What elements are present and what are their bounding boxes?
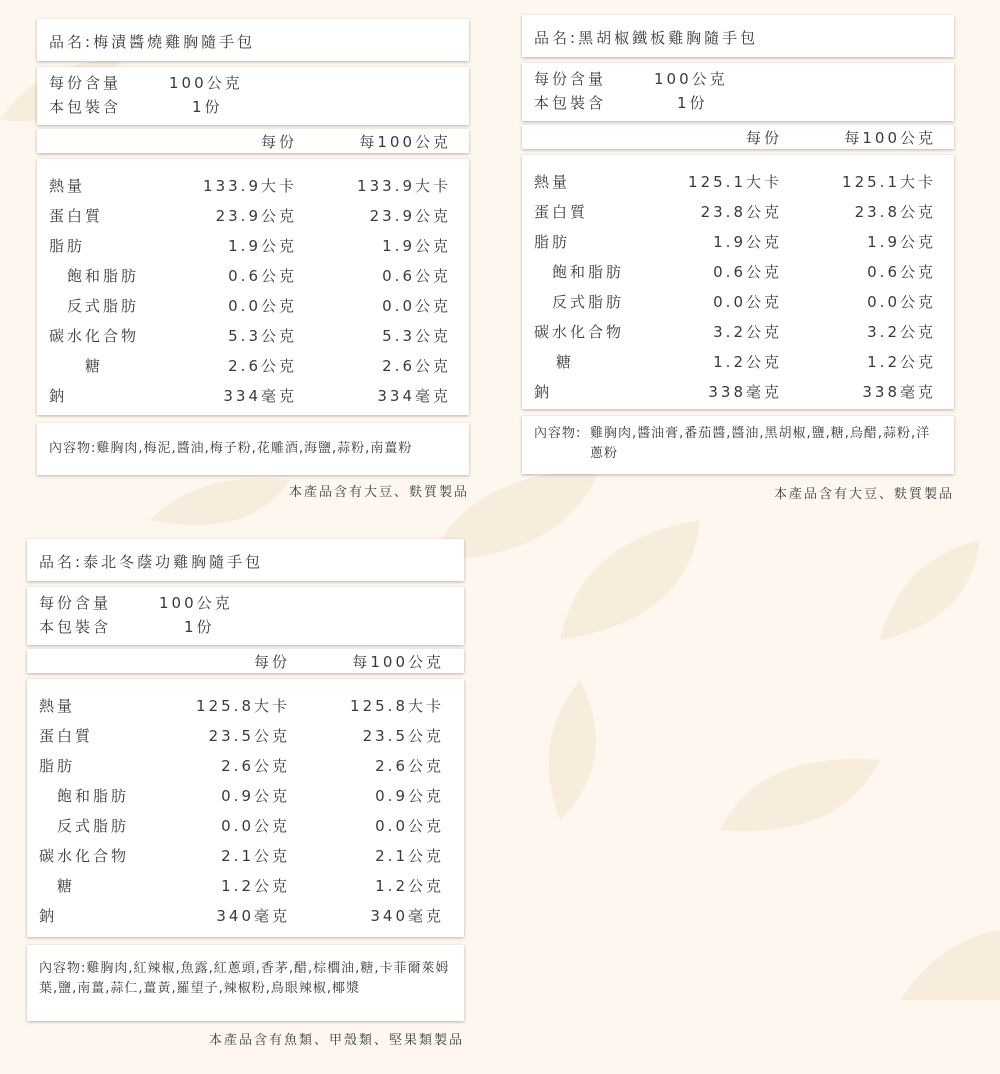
- per-serving-value: 2.6公克: [221, 757, 290, 775]
- per-serving-value: 1.2公克: [713, 353, 782, 371]
- serving-size-label: 每份含量: [534, 70, 607, 88]
- nutrient-label: 蛋白質: [534, 203, 589, 221]
- per-serving-value: 1.9公克: [713, 233, 782, 251]
- nutrient-label: 鈉: [49, 387, 68, 405]
- ingredients-prefix: 內容物:: [534, 426, 582, 441]
- ingredients-text: 雞胸肉,醬油膏,番茄醬,醬油,黑胡椒,鹽,糖,烏醋,蒜粉,洋蔥粉: [590, 426, 931, 461]
- ingredients-prefix: 內容物:: [49, 441, 97, 456]
- nutrient-label: 反式脂肪: [552, 293, 625, 311]
- nutrient-label: 熱量: [534, 173, 571, 191]
- per-serving-value: 23.9公克: [215, 207, 297, 225]
- per-serving-value: 1.2公克: [221, 877, 290, 895]
- servings-per-pack-value: 1份: [192, 98, 223, 116]
- per-100g-value: 0.0公克: [382, 297, 451, 315]
- col-per-100g-header: 每100公克: [352, 653, 444, 671]
- per-100g-value: 3.2公克: [867, 323, 936, 341]
- ingredients-text: 雞胸肉,梅泥,醬油,梅子粉,花雕酒,海鹽,蒜粉,南薑粉: [96, 441, 413, 456]
- per-serving-value: 2.6公克: [228, 357, 297, 375]
- serving-size-value: 100公克: [159, 594, 233, 612]
- product-title-box: [522, 15, 954, 57]
- per-100g-value: 340毫克: [370, 907, 444, 925]
- ingredients-box: [37, 423, 469, 475]
- ingredients-box: [522, 416, 954, 474]
- nutrient-label: 鈉: [39, 907, 58, 925]
- nutrition-panel: [522, 15, 954, 502]
- nutrient-label: 鈉: [534, 383, 553, 401]
- per-100g-value: 133.9大卡: [357, 177, 451, 195]
- per-100g-value: 0.6公克: [867, 263, 936, 281]
- per-100g-value: 338毫克: [862, 383, 936, 401]
- ingredients-prefix: 內容物:: [39, 961, 87, 976]
- nutrient-label: 飽和脂肪: [67, 267, 140, 285]
- servings-per-pack-value: 1份: [184, 618, 215, 636]
- serving-size-label: 每份含量: [49, 74, 122, 92]
- serving-info-box: [37, 67, 469, 125]
- per-100g-value: 0.0公克: [375, 817, 444, 835]
- servings-per-pack-label: 本包裝含: [534, 94, 607, 112]
- per-100g-value: 0.9公克: [375, 787, 444, 805]
- allergen-note: 本產品含有大豆、麩質製品: [288, 485, 469, 500]
- per-serving-value: 334毫克: [223, 387, 297, 405]
- product-title-prefix: 品名:: [534, 29, 579, 47]
- nutrient-label: 蛋白質: [39, 727, 94, 745]
- nutrient-label: 熱量: [39, 697, 76, 715]
- column-header-box: [37, 129, 469, 153]
- per-100g-value: 1.2公克: [867, 353, 936, 371]
- servings-per-pack-value: 1份: [677, 94, 708, 112]
- per-100g-value: 1.9公克: [867, 233, 936, 251]
- nutrient-label: 反式脂肪: [67, 297, 140, 315]
- nutrition-table: [37, 159, 469, 415]
- col-per-serving-header: 每份: [253, 653, 290, 671]
- col-per-serving-header: 每份: [745, 129, 782, 147]
- product-title-prefix: 品名:: [39, 553, 84, 571]
- per-serving-value: 5.3公克: [228, 327, 297, 345]
- per-100g-value: 2.6公克: [375, 757, 444, 775]
- product-title-box: [37, 19, 469, 61]
- ingredients-box: [27, 945, 464, 1021]
- per-100g-value: 334毫克: [377, 387, 451, 405]
- allergen-note: 本產品含有大豆、麩質製品: [773, 487, 954, 502]
- nutrient-label: 飽和脂肪: [57, 787, 130, 805]
- per-serving-value: 125.8大卡: [196, 697, 290, 715]
- per-serving-value: 338毫克: [708, 383, 782, 401]
- product-title-prefix: 品名:: [49, 33, 94, 51]
- per-serving-value: 23.5公克: [208, 727, 290, 745]
- per-100g-value: 2.1公克: [375, 847, 444, 865]
- per-serving-value: 133.9大卡: [203, 177, 297, 195]
- per-serving-value: 0.6公克: [713, 263, 782, 281]
- nutrient-label: 飽和脂肪: [552, 263, 625, 281]
- per-serving-value: 0.6公克: [228, 267, 297, 285]
- nutrition-panel: [37, 19, 469, 499]
- servings-per-pack-label: 本包裝含: [39, 618, 112, 636]
- nutrition-table: [522, 155, 954, 409]
- column-header-box: [522, 125, 954, 149]
- nutrient-label: 碳水化合物: [39, 847, 130, 865]
- per-serving-value: 0.0公克: [228, 297, 297, 315]
- nutrient-label: 糖: [57, 877, 76, 895]
- nutrient-label: 反式脂肪: [57, 817, 130, 835]
- per-100g-value: 23.5公克: [362, 727, 444, 745]
- nutrient-label: 碳水化合物: [49, 327, 140, 345]
- serving-info-box: [522, 63, 954, 121]
- nutrient-label: 碳水化合物: [534, 323, 625, 341]
- ingredients-text: 雞胸肉,紅辣椒,魚露,紅蔥頭,香茅,醋,棕櫚油,糖,卡菲爾萊姆葉,鹽,南薑,蒜仁,薑黃,羅望子,辣椒粉,鳥眼辣椒,椰漿: [39, 961, 450, 996]
- per-serving-value: 340毫克: [216, 907, 290, 925]
- per-100g-value: 2.6公克: [382, 357, 451, 375]
- per-100g-value: 1.2公克: [375, 877, 444, 895]
- column-header-box: [27, 649, 464, 673]
- per-100g-value: 23.8公克: [854, 203, 936, 221]
- per-100g-value: 125.1大卡: [842, 173, 936, 191]
- per-serving-value: 2.1公克: [221, 847, 290, 865]
- serving-size-value: 100公克: [169, 74, 243, 92]
- product-title: 泰北冬蔭功雞胸隨手包: [83, 553, 264, 571]
- product-title: 黑胡椒鐵板雞胸隨手包: [578, 29, 759, 47]
- col-per-serving-header: 每份: [260, 133, 297, 151]
- per-serving-value: 125.1大卡: [688, 173, 782, 191]
- servings-per-pack-label: 本包裝含: [49, 98, 122, 116]
- col-per-100g-header: 每100公克: [359, 133, 451, 151]
- allergen-note: 本產品含有魚類、甲殼類、堅果類製品: [208, 1033, 464, 1048]
- nutrient-label: 糖: [85, 357, 104, 375]
- per-100g-value: 0.0公克: [867, 293, 936, 311]
- per-100g-value: 23.9公克: [369, 207, 451, 225]
- per-serving-value: 1.9公克: [228, 237, 297, 255]
- col-per-100g-header: 每100公克: [844, 129, 936, 147]
- nutrient-label: 脂肪: [39, 757, 76, 775]
- serving-size-value: 100公克: [654, 70, 728, 88]
- per-serving-value: 0.0公克: [221, 817, 290, 835]
- serving-size-label: 每份含量: [39, 594, 112, 612]
- per-serving-value: 0.0公克: [713, 293, 782, 311]
- per-100g-value: 1.9公克: [382, 237, 451, 255]
- per-serving-value: 0.9公克: [221, 787, 290, 805]
- nutrient-label: 糖: [556, 353, 575, 371]
- nutrition-panel: [27, 539, 464, 1049]
- serving-info-box: [27, 587, 464, 645]
- per-serving-value: 23.8公克: [700, 203, 782, 221]
- nutrient-label: 脂肪: [49, 237, 86, 255]
- per-100g-value: 125.8大卡: [350, 697, 444, 715]
- product-title-box: [27, 539, 464, 581]
- per-serving-value: 3.2公克: [713, 323, 782, 341]
- nutrient-label: 熱量: [49, 177, 86, 195]
- per-100g-value: 5.3公克: [382, 327, 451, 345]
- nutrition-table: [27, 679, 464, 937]
- nutrient-label: 脂肪: [534, 233, 571, 251]
- nutrient-label: 蛋白質: [49, 207, 104, 225]
- product-title: 梅漬醬燒雞胸隨手包: [93, 33, 256, 51]
- per-100g-value: 0.6公克: [382, 267, 451, 285]
